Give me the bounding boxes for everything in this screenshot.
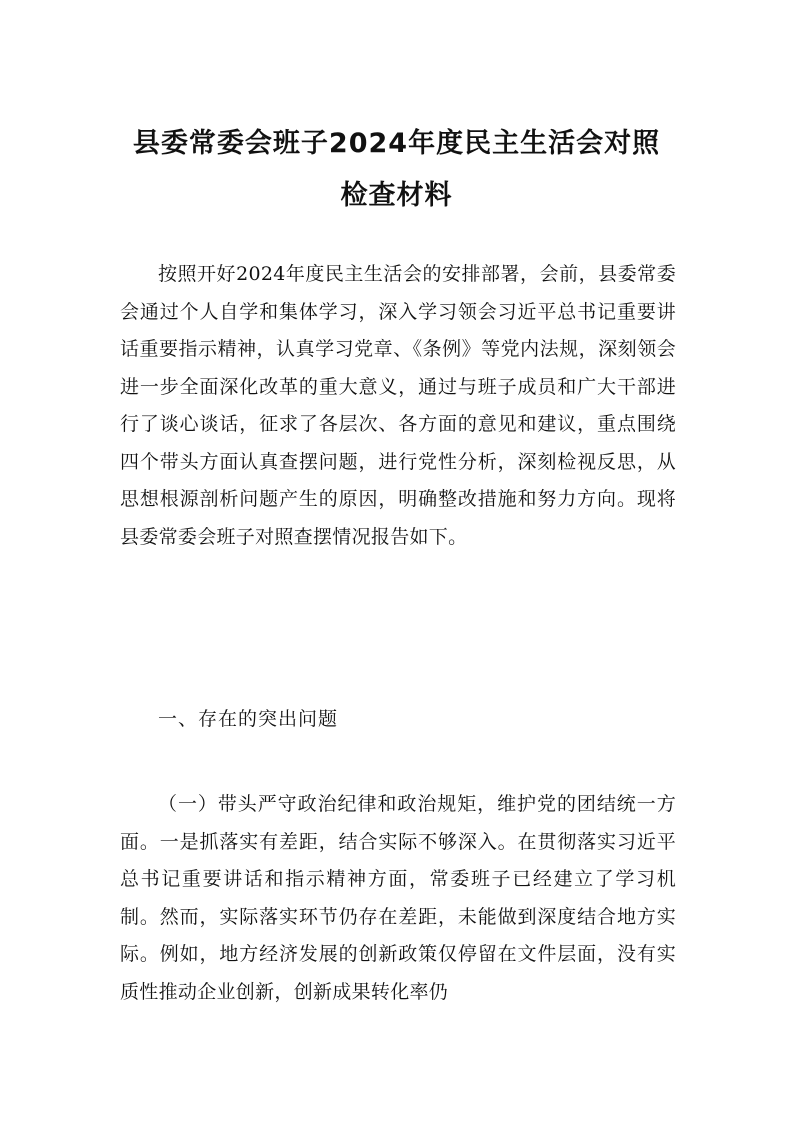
document-title (110, 118, 683, 222)
title-line-2: 检查材料 (340, 180, 453, 211)
section-1-paragraph: （一）带头严守政治纪律和政治规矩，维护党的团结统一方面。一是抓落实有差距，结合实际不够深入。在贯彻落实习近平总书记重要讲话和指示精神方面，常委班子已经建立了学习机制。然而，实际落实环节仍存在差距，未能做到深度结合地方实际。例如，地方经济发展的创新政策仅停留在文件层面，没有实质性推动企业创新，创新成果转化率仍 (120, 793, 676, 1003)
intro-paragraph: 按照开好2024年度民主生活会的安排部署，会前，县委常委会通过个人自学和集体学习，深入学习领会习近平总书记重要讲话重要指示精神，认真学习党章、《条例》等党内法规，深刻领会进一步全面深化改革的重大意义，通过与班子成员和广大干部进行了谈心谈话，征求了各层次、各方面的意见和建议，重点围绕四个带头方面认真查摆问题，进行党性分析，深刻检视反思，从思想根源剖析问题产生的原因，明确整改措施和努力方向。现将县委常委会班子对照查摆情况报告如下。 (120, 263, 676, 548)
title-line-1: 县委常委会班子2024年度民主生活会对照 (132, 128, 661, 159)
section-heading: 一、存在的突出问题 (158, 708, 339, 730)
